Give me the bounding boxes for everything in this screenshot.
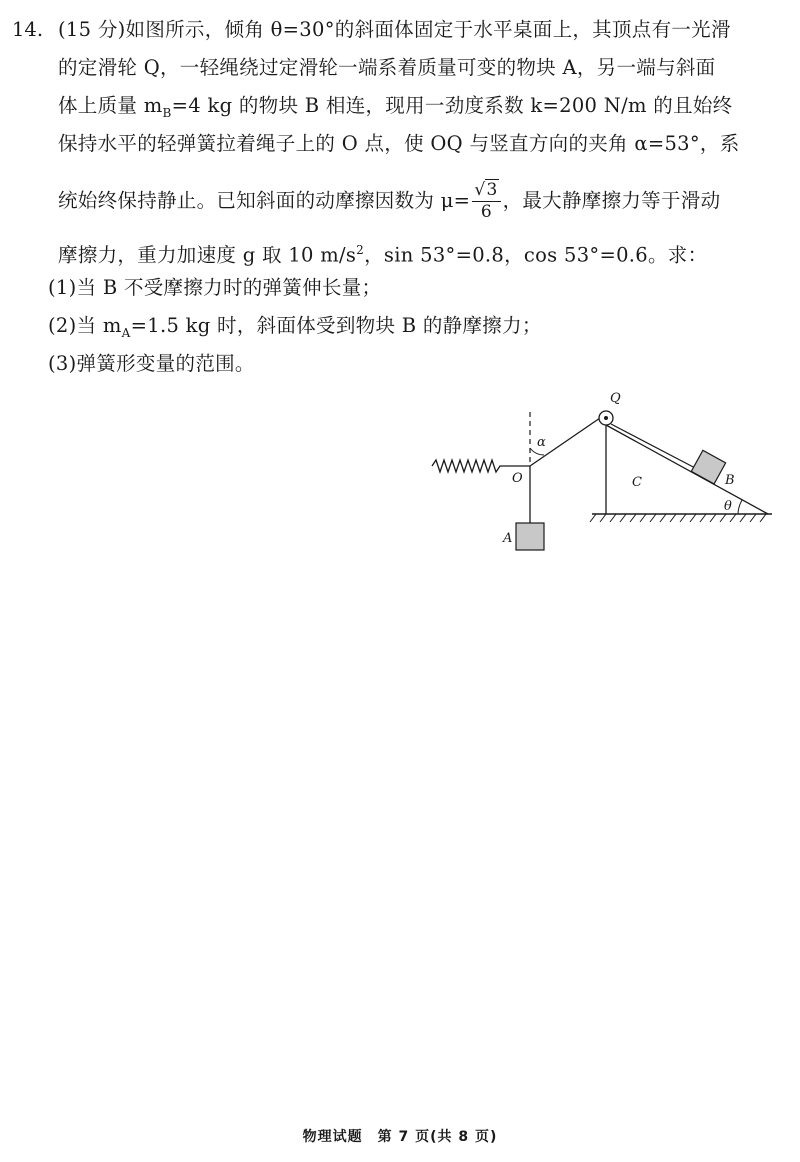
theta-arc (738, 500, 742, 514)
rope-q-to-b (611, 424, 699, 470)
label-a: A (503, 531, 513, 546)
mass-subscript-b: B (162, 105, 172, 120)
question-number: 14. (12, 18, 44, 41)
page-footer: 物理试题 第 7 页(共 8 页) (302, 1129, 498, 1145)
label-b: B (725, 473, 735, 488)
question-text-5a: 统始终保持静止。已知斜面的动摩擦因数为 μ= (58, 189, 471, 212)
mu-denominator: 6 (480, 202, 492, 222)
question-text-3a: 体上质量 m (58, 94, 163, 117)
question-text-3b: =4 kg 的物块 B 相连，现用一劲度系数 k=200 N/m 的且始终 (171, 94, 733, 117)
sub-question-2-text-a: (2)当 m (48, 314, 122, 337)
mass-subscript-a: A (121, 325, 131, 340)
physics-figure (0, 0, 800, 570)
label-theta: θ (724, 499, 732, 514)
block-b (691, 450, 725, 484)
sub-question-2-text-b: =1.5 kg 时，斜面体受到物块 B 的静摩擦力； (130, 314, 542, 337)
sub-question-1-text: (1)当 B 不受摩擦力时的弹簧伸长量； (48, 276, 382, 299)
sqrt-radicand: 3 (486, 180, 498, 200)
block-a (516, 523, 544, 550)
question-text-1: (15 分)如图所示，倾角 θ=30°的斜面体固定于水平桌面上，其顶点有一光滑 (58, 18, 731, 41)
question-text-6b: ，sin 53°=0.8，cos 53°=0.6。求： (364, 243, 708, 267)
incline-slope (606, 425, 768, 514)
label-o: O (512, 471, 523, 486)
ground-hatching (590, 514, 766, 522)
question-text-6a: 摩擦力，重力加速度 g 取 10 m/s (58, 243, 357, 267)
question-text-5b: ，最大静摩擦力等于滑动 (502, 189, 721, 212)
label-c: C (632, 475, 642, 490)
question-text-2: 的定滑轮 Q，一轻绳绕过定滑轮一端系着质量可变的物块 A，另一端与斜面 (58, 56, 716, 79)
question-text-4: 保持水平的轻弹簧拉着绳子上的 O 点，使 OQ 与竖直方向的夹角 α=53°，系 (58, 132, 740, 155)
sqrt-sign: √ (474, 180, 486, 200)
sub-question-3-text: (3)弹簧形变量的范围。 (48, 352, 255, 375)
label-alpha: α (537, 435, 546, 450)
unit-superscript: 2 (356, 243, 365, 257)
pulley-axle (604, 416, 608, 420)
label-q: Q (610, 391, 621, 406)
